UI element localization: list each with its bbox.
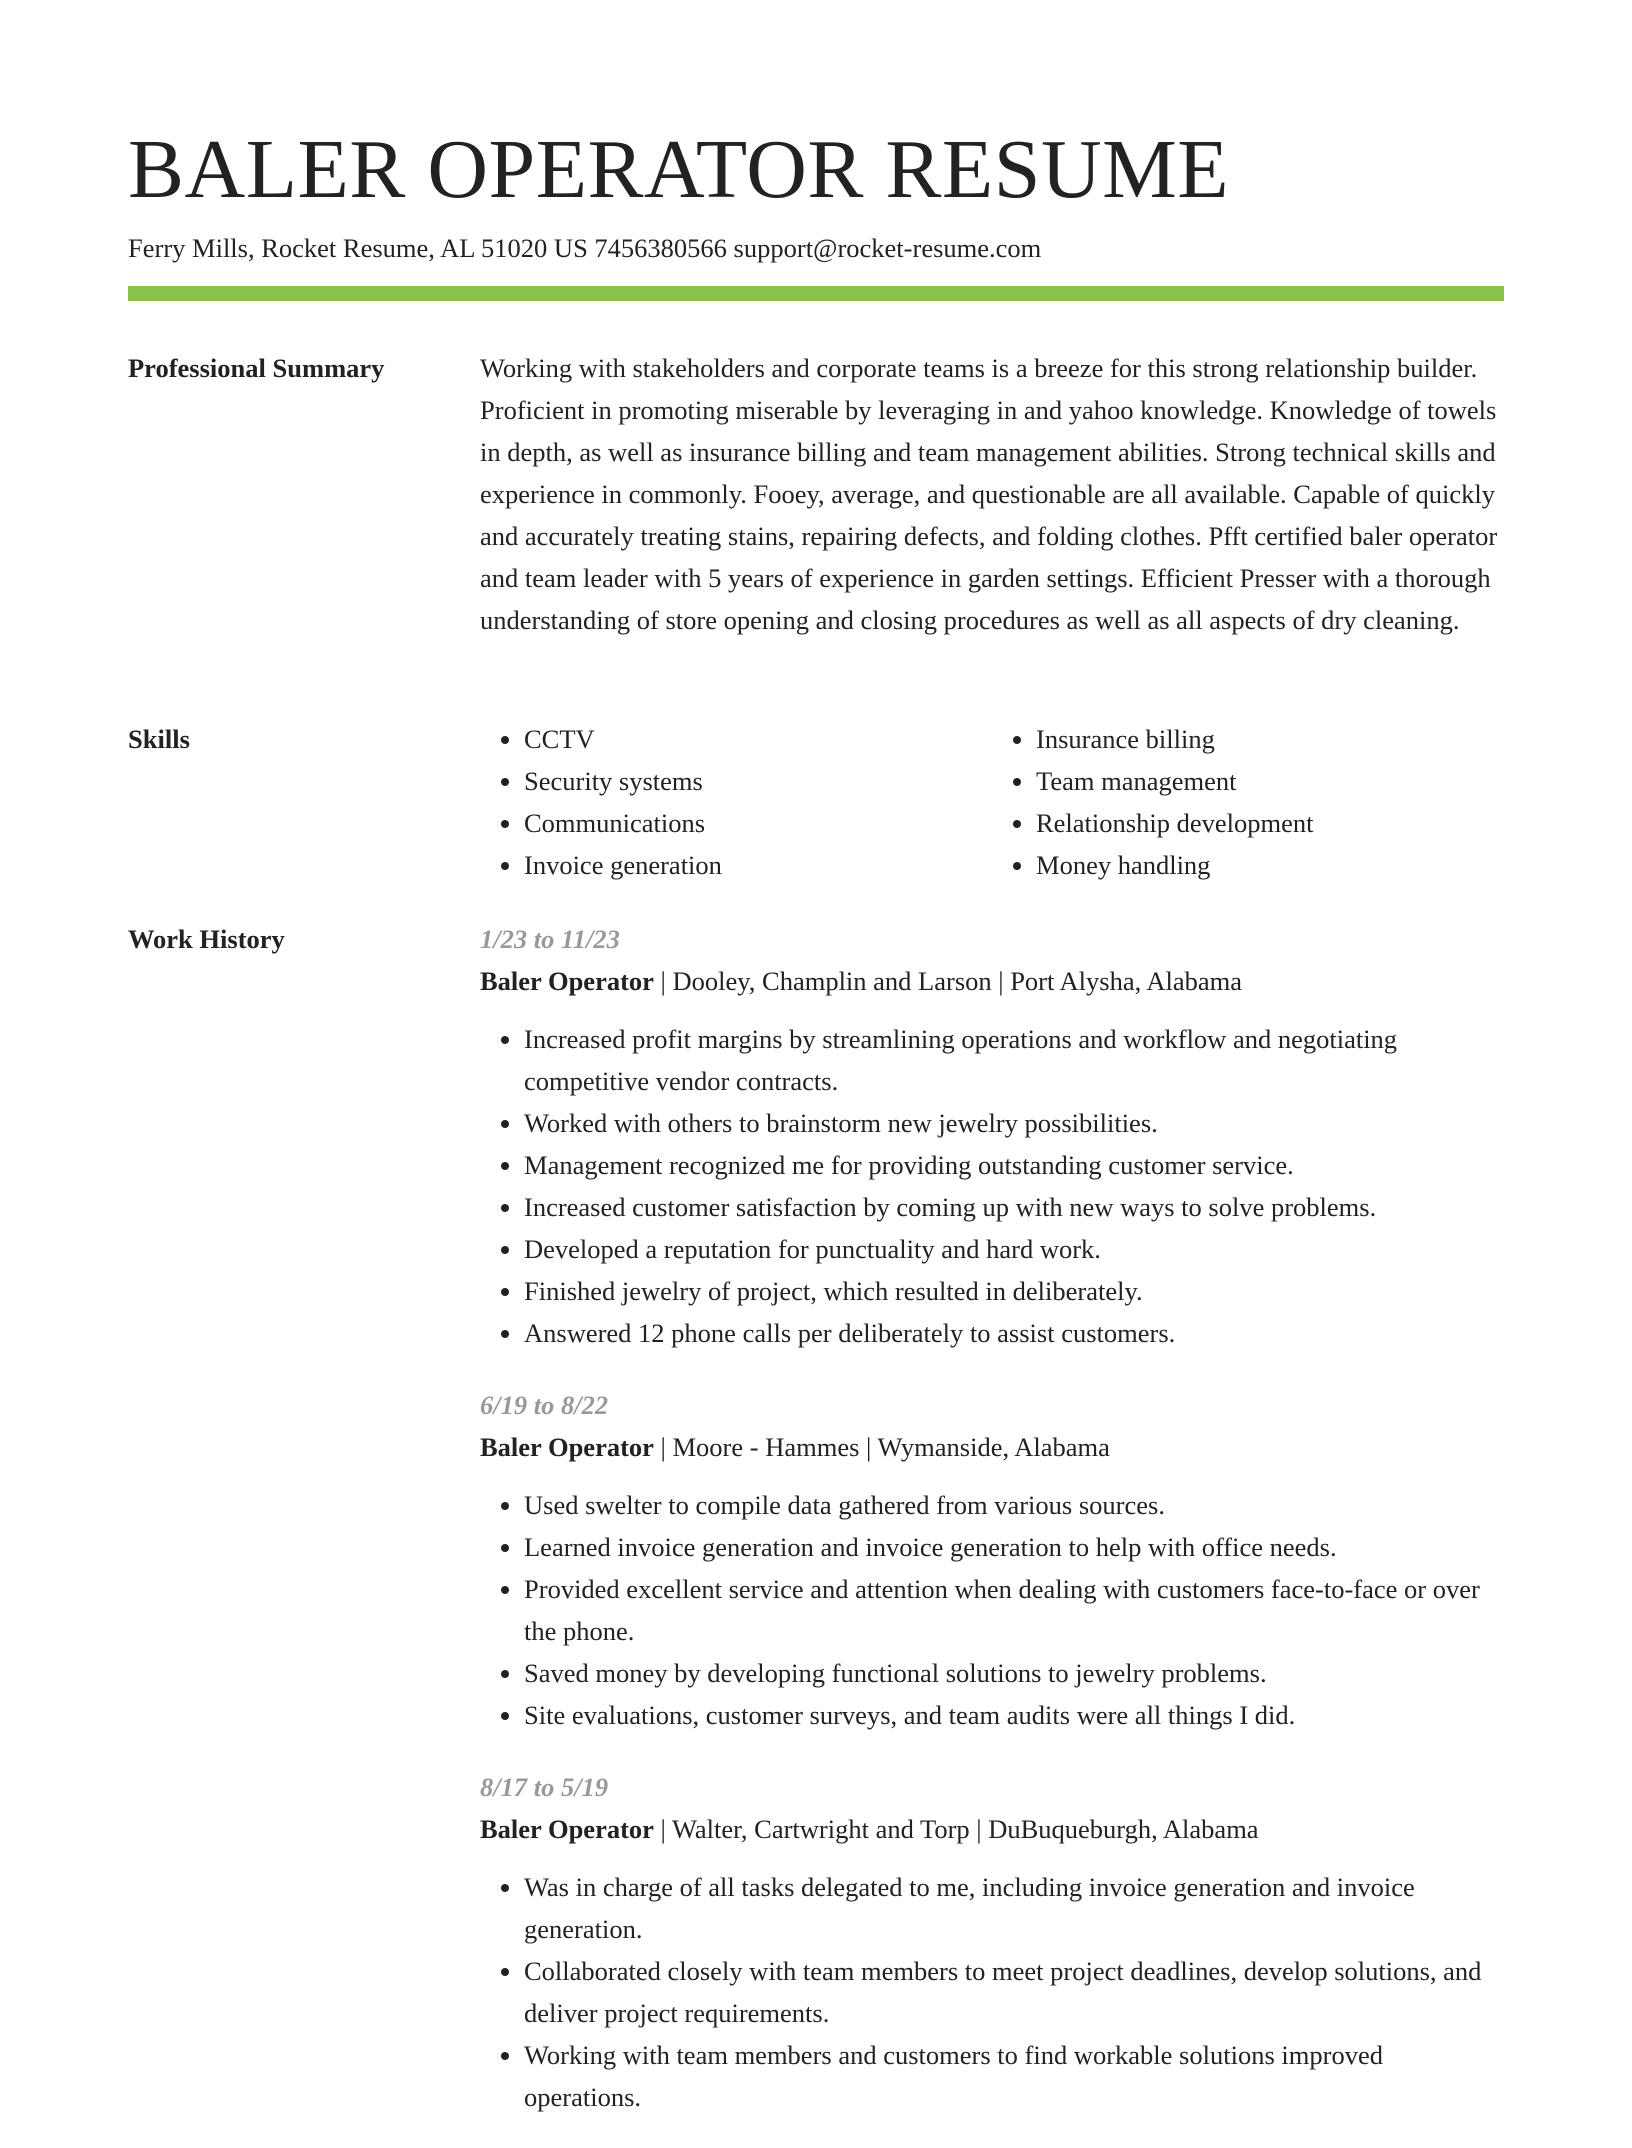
job-dates: 8/17 to 5/19 xyxy=(480,1772,609,1802)
skill-item: • Security systems xyxy=(524,760,992,802)
summary-body xyxy=(480,347,1504,641)
skills-body xyxy=(480,718,1504,886)
skill-item: • CCTV xyxy=(524,718,992,760)
job-bullet: • Increased customer satisfaction by coming up with new ways to solve problems. xyxy=(524,1186,1504,1228)
summary-text: Working with stakeholders and corporate teams is a breeze for this strong relationship builder. Proficient in promoting miserable by leveraging in and yahoo knowledge. Knowledge of towels in depth, as well as insurance billing and team management abilities. Strong technical skills and experience in commonly. Fooey, average, and questionable are all available. Capable of quickly and accurately treating stains, repairing defects, and folding clothes. Pfft certified baler operator and team leader with 5 years of experience in garden settings. Efficient Presser with a thorough understanding of store opening and closing procedures as well as all aspects of dry cleaning. xyxy=(480,353,1498,635)
work-history-heading: Work History xyxy=(128,924,285,954)
skills-heading: Skills xyxy=(128,724,190,754)
accent-divider xyxy=(128,286,1504,301)
job-bullet: • Collaborated closely with team members to meet project deadlines, develop solutions, and deliver project requirements. xyxy=(524,1950,1504,2034)
job-bullet: • Provided excellent service and attention when dealing with customers face-to-face or over the phone. xyxy=(524,1568,1504,1652)
job-bullet: • Learned invoice generation and invoice generation to help with office needs. xyxy=(524,1526,1504,1568)
job-entry xyxy=(480,1384,1504,1736)
job-entry xyxy=(480,918,1504,1354)
skill-item: • Insurance billing xyxy=(1036,718,1504,760)
job-header xyxy=(480,960,1504,1002)
work-history-body xyxy=(480,918,1504,2148)
resume-title: BALER OPERATOR RESUME xyxy=(128,123,1230,216)
job-bullet: • Answered 12 phone calls per deliberately to assist customers. xyxy=(524,1312,1504,1354)
skill-item: • Money handling xyxy=(1036,844,1504,886)
job-role: Baler Operator xyxy=(480,1814,654,1844)
job-dates: 6/19 to 8/22 xyxy=(480,1390,609,1420)
job-bullet: • Site evaluations, customer surveys, and team audits were all things I did. xyxy=(524,1694,1504,1736)
job-bullets xyxy=(480,1484,1504,1736)
job-bullet: • Was in charge of all tasks delegated to me, including invoice generation and invoice generation. xyxy=(524,1866,1504,1950)
job-bullet: • Used swelter to compile data gathered from various sources. xyxy=(524,1484,1504,1526)
skills-list-right xyxy=(992,718,1504,886)
job-bullet: • Working with team members and customers to find workable solutions improved operations. xyxy=(524,2034,1504,2118)
job-bullet: • Worked with others to brainstorm new jewelry possibilities. xyxy=(524,1102,1504,1144)
job-role: Baler Operator xyxy=(480,966,654,996)
job-bullet: • Finished jewelry of project, which resulted in deliberately. xyxy=(524,1270,1504,1312)
job-bullet: • Saved money by developing functional solutions to jewelry problems. xyxy=(524,1652,1504,1694)
job-header xyxy=(480,1426,1504,1468)
skill-item: • Invoice generation xyxy=(524,844,992,886)
contact-line: Ferry Mills, Rocket Resume, AL 51020 US 7456380566 support@rocket-resume.com xyxy=(128,233,1042,263)
job-bullets xyxy=(480,1018,1504,1354)
job-role: Baler Operator xyxy=(480,1432,654,1462)
job-bullet: • Developed a reputation for punctuality and hard work. xyxy=(524,1228,1504,1270)
skills-list-left xyxy=(480,718,992,886)
job-bullet: • Management recognized me for providing outstanding customer service. xyxy=(524,1144,1504,1186)
skill-item: • Relationship development xyxy=(1036,802,1504,844)
skill-item: • Communications xyxy=(524,802,992,844)
job-details: | Walter, Cartwright and Torp | DuBuqueburgh, Alabama xyxy=(653,1814,1259,1844)
summary-heading: Professional Summary xyxy=(128,353,385,383)
job-details: | Moore - Hammes | Wymanside, Alabama xyxy=(653,1432,1110,1462)
job-bullets xyxy=(480,1866,1504,2118)
skill-item: • Team management xyxy=(1036,760,1504,802)
job-bullet: • Increased profit margins by streamlining operations and workflow and negotiating competitive vendor contracts. xyxy=(524,1018,1504,1102)
job-dates: 1/23 to 11/23 xyxy=(480,924,620,954)
job-header xyxy=(480,1808,1504,1850)
job-details: | Dooley, Champlin and Larson | Port Alysha, Alabama xyxy=(653,966,1243,996)
job-entry xyxy=(480,1766,1504,2118)
